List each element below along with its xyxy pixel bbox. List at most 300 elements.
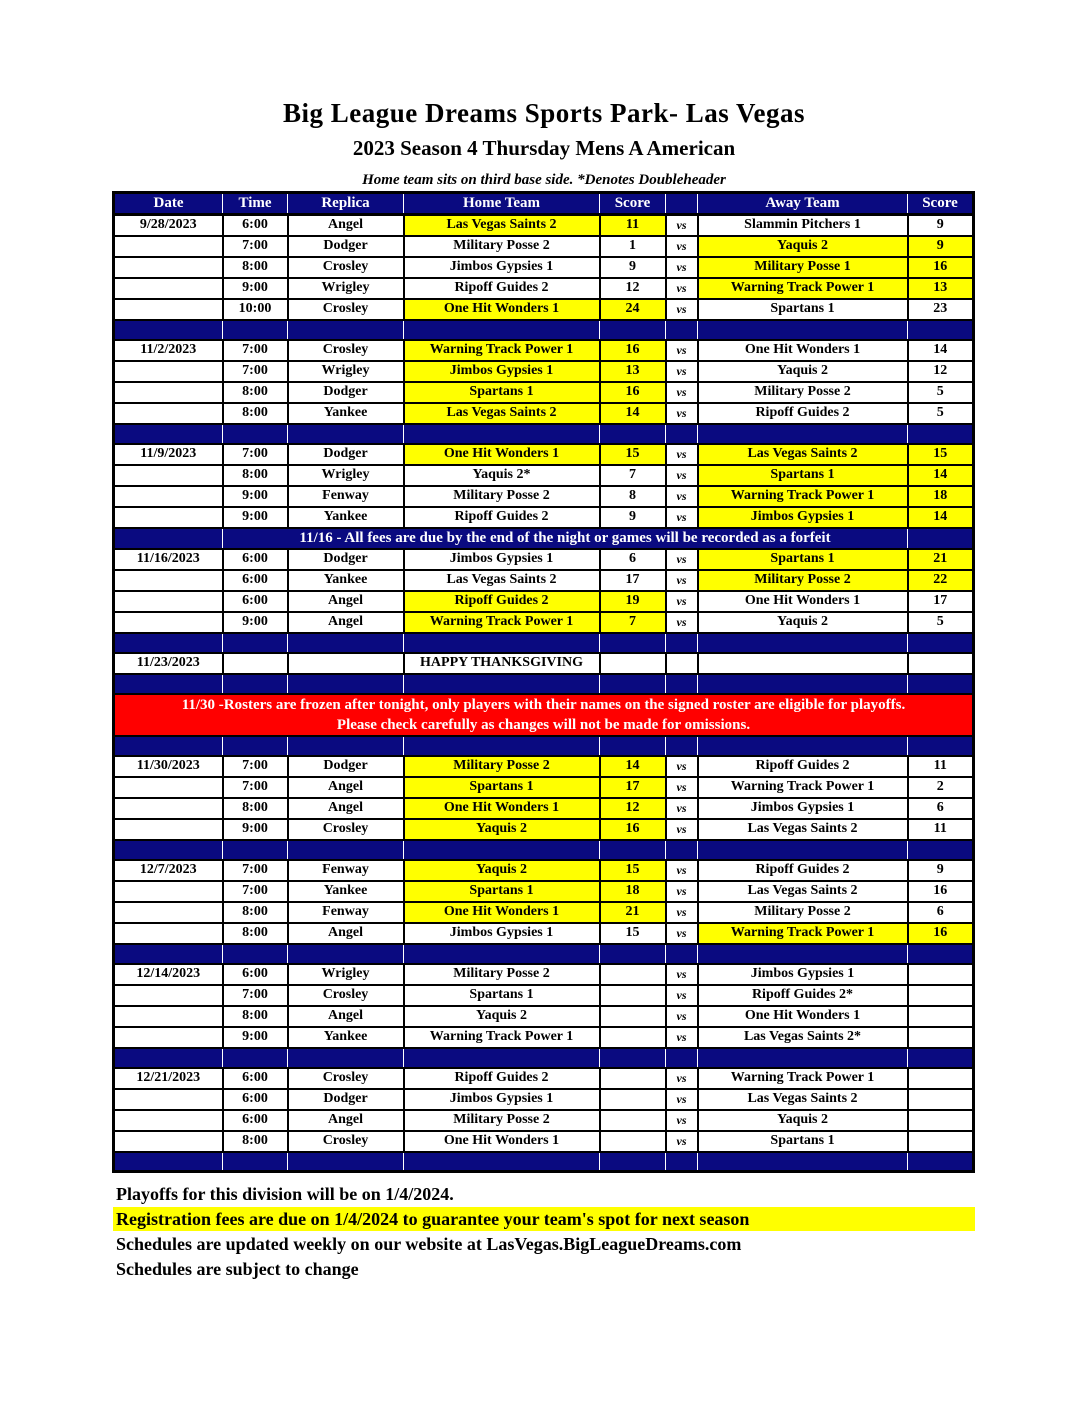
header-home-score: Score bbox=[600, 193, 666, 215]
game-row bbox=[114, 570, 974, 591]
cell-away-score: 5 bbox=[908, 403, 974, 424]
cell-replica: Crosley bbox=[288, 299, 404, 320]
separator-cell bbox=[288, 736, 404, 756]
cell-vs: vs bbox=[666, 881, 698, 902]
cell-home-score: 15 bbox=[600, 444, 666, 465]
cell-away-team: Yaquis 2 bbox=[698, 236, 908, 257]
cell-home-score bbox=[600, 1089, 666, 1110]
cell-home-score: 13 bbox=[600, 361, 666, 382]
cell-away-score: 17 bbox=[908, 591, 974, 612]
cell-away-team: Warning Track Power 1 bbox=[698, 486, 908, 507]
cell-away-score bbox=[908, 1068, 974, 1089]
cell-date bbox=[114, 382, 223, 403]
cell-replica: Dodger bbox=[288, 236, 404, 257]
cell-away-score bbox=[908, 1089, 974, 1110]
separator-cell bbox=[114, 320, 223, 340]
game-row bbox=[114, 1110, 974, 1131]
cell-away-team: Ripoff Guides 2* bbox=[698, 985, 908, 1006]
cell-home-team: Yaquis 2* bbox=[404, 465, 600, 486]
cell-replica: Angel bbox=[288, 612, 404, 633]
cell-away-team: Yaquis 2 bbox=[698, 612, 908, 633]
cell-vs: vs bbox=[666, 403, 698, 424]
cell-date: 11/9/2023 bbox=[114, 444, 223, 465]
cell-time: 7:00 bbox=[223, 340, 288, 361]
separator-cell bbox=[223, 633, 288, 653]
cell-replica: Dodger bbox=[288, 1089, 404, 1110]
separator-cell bbox=[114, 840, 223, 860]
cell-vs: vs bbox=[666, 860, 698, 881]
cell-home-score: 11 bbox=[600, 215, 666, 236]
separator-cell bbox=[600, 1048, 666, 1068]
cell-home-score: 18 bbox=[600, 881, 666, 902]
separator-cell bbox=[698, 1048, 908, 1068]
cell-away-team: Warning Track Power 1 bbox=[698, 923, 908, 944]
cell-vs: vs bbox=[666, 902, 698, 923]
cell-home-team: One Hit Wonders 1 bbox=[404, 1131, 600, 1152]
home-team-note: Home team sits on third base side. *Denotes Doubleheader bbox=[362, 172, 726, 188]
cell-vs: vs bbox=[666, 612, 698, 633]
cell-time: 9:00 bbox=[223, 819, 288, 840]
cell-time: 8:00 bbox=[223, 1006, 288, 1027]
cell-home-score: 16 bbox=[600, 340, 666, 361]
cell-away-score: 21 bbox=[908, 549, 974, 570]
cell-date bbox=[114, 1006, 223, 1027]
cell-away-team: Las Vegas Saints 2* bbox=[698, 1027, 908, 1048]
separator-cell bbox=[908, 424, 974, 444]
cell-date bbox=[114, 985, 223, 1006]
separator-cell bbox=[908, 320, 974, 340]
game-row bbox=[114, 612, 974, 633]
separator-cell bbox=[288, 840, 404, 860]
footer-playoffs-note: Playoffs for this division will be on 1/4/2024. bbox=[116, 1184, 454, 1204]
cell-home-team: Jimbos Gypsies 1 bbox=[404, 923, 600, 944]
game-row bbox=[114, 215, 974, 236]
cell-home-team: Ripoff Guides 2 bbox=[404, 278, 600, 299]
separator-cell bbox=[908, 840, 974, 860]
separator-cell bbox=[600, 633, 666, 653]
cell-away-score: 14 bbox=[908, 465, 974, 486]
cell-time: 6:00 bbox=[223, 591, 288, 612]
cell-date bbox=[114, 1027, 223, 1048]
page-title: Big League Dreams Sports Park- Las Vegas bbox=[282, 98, 806, 128]
header-vs bbox=[666, 193, 698, 215]
cell-home-score: 15 bbox=[600, 923, 666, 944]
cell-away-score: 14 bbox=[908, 340, 974, 361]
cell-replica: Crosley bbox=[288, 1131, 404, 1152]
cell-home-score bbox=[600, 1006, 666, 1027]
separator-cell bbox=[908, 674, 974, 694]
game-row bbox=[114, 486, 974, 507]
cell-home-score: 16 bbox=[600, 819, 666, 840]
cell-time: 8:00 bbox=[223, 382, 288, 403]
separator-cell bbox=[600, 320, 666, 340]
cell-home-team: Yaquis 2 bbox=[404, 1006, 600, 1027]
cell-away-team: One Hit Wonders 1 bbox=[698, 591, 908, 612]
cell-vs: vs bbox=[666, 923, 698, 944]
game-row bbox=[114, 299, 974, 320]
cell-replica: Angel bbox=[288, 1006, 404, 1027]
separator-row bbox=[114, 1048, 974, 1068]
cell-vs: vs bbox=[666, 278, 698, 299]
cell-date bbox=[114, 403, 223, 424]
cell-date: 12/21/2023 bbox=[114, 1068, 223, 1089]
separator-cell bbox=[666, 674, 698, 694]
cell-date bbox=[114, 591, 223, 612]
footer-website-note: Schedules are updated weekly on our website at LasVegas.BigLeagueDreams.com bbox=[116, 1234, 742, 1254]
cell-replica: Yankee bbox=[288, 570, 404, 591]
cell-date bbox=[114, 612, 223, 633]
cell-home-team: Spartans 1 bbox=[404, 777, 600, 798]
game-row bbox=[114, 465, 974, 486]
separator-cell bbox=[404, 840, 600, 860]
cell-vs: vs bbox=[666, 549, 698, 570]
game-row bbox=[114, 382, 974, 403]
cell-away-team: Spartans 1 bbox=[698, 1131, 908, 1152]
separator-cell bbox=[698, 633, 908, 653]
cell-home-team: Jimbos Gypsies 1 bbox=[404, 361, 600, 382]
cell-time: 9:00 bbox=[223, 486, 288, 507]
banner-text bbox=[114, 694, 974, 736]
cell-date bbox=[114, 798, 223, 819]
cell-home-score: 14 bbox=[600, 756, 666, 777]
cell-replica: Yankee bbox=[288, 881, 404, 902]
cell-away-team: Ripoff Guides 2 bbox=[698, 860, 908, 881]
cell-home-score: 7 bbox=[600, 465, 666, 486]
footer-registration-note: Registration fees are due on 1/4/2024 to guarantee your team's spot for next season bbox=[113, 1207, 975, 1231]
cell-away-team: Jimbos Gypsies 1 bbox=[698, 964, 908, 985]
cell-away-team: Military Posse 2 bbox=[698, 382, 908, 403]
cell-replica: Wrigley bbox=[288, 964, 404, 985]
cell-home-team: Ripoff Guides 2 bbox=[404, 507, 600, 528]
separator-cell bbox=[288, 1048, 404, 1068]
cell-vs: vs bbox=[666, 444, 698, 465]
cell-away-score: 5 bbox=[908, 382, 974, 403]
header-replica: Replica bbox=[288, 193, 404, 215]
cell-away-team: Spartans 1 bbox=[698, 549, 908, 570]
schedule-table bbox=[112, 191, 975, 1173]
game-row bbox=[114, 507, 974, 528]
header-time: Time bbox=[223, 193, 288, 215]
cell-replica: Yankee bbox=[288, 1027, 404, 1048]
separator-cell bbox=[404, 944, 600, 964]
cell-replica: Crosley bbox=[288, 1068, 404, 1089]
cell-away-score: 16 bbox=[908, 923, 974, 944]
banner-row bbox=[114, 694, 974, 736]
cell-home-score bbox=[600, 1068, 666, 1089]
cell-date: 11/23/2023 bbox=[114, 653, 223, 674]
table-header-row bbox=[114, 193, 974, 215]
separator-cell bbox=[666, 424, 698, 444]
header-home-team: Home Team bbox=[404, 193, 600, 215]
header-date: Date bbox=[114, 193, 223, 215]
cell-home-score: 1 bbox=[600, 236, 666, 257]
cell-time: 7:00 bbox=[223, 881, 288, 902]
cell-vs: vs bbox=[666, 465, 698, 486]
footer-change-note: Schedules are subject to change bbox=[116, 1259, 359, 1279]
footer-notes bbox=[113, 1182, 975, 1282]
game-row bbox=[114, 236, 974, 257]
cell-time: 6:00 bbox=[223, 1110, 288, 1131]
cell-replica: Fenway bbox=[288, 902, 404, 923]
cell-time: 8:00 bbox=[223, 403, 288, 424]
game-row bbox=[114, 860, 974, 881]
separator-row bbox=[114, 424, 974, 444]
cell-home-team: One Hit Wonders 1 bbox=[404, 902, 600, 923]
cell-away-team: Jimbos Gypsies 1 bbox=[698, 798, 908, 819]
header-away-score: Score bbox=[908, 193, 974, 215]
cell-away-team: Warning Track Power 1 bbox=[698, 278, 908, 299]
cell-away-team: Las Vegas Saints 2 bbox=[698, 819, 908, 840]
cell-away-team: Las Vegas Saints 2 bbox=[698, 444, 908, 465]
cell-replica: Crosley bbox=[288, 819, 404, 840]
cell-time: 7:00 bbox=[223, 444, 288, 465]
cell-time: 10:00 bbox=[223, 299, 288, 320]
cell-home-score: 12 bbox=[600, 798, 666, 819]
separator-row bbox=[114, 633, 974, 653]
cell-home-score: 21 bbox=[600, 902, 666, 923]
game-row bbox=[114, 902, 974, 923]
separator-cell bbox=[698, 840, 908, 860]
cell-date: 12/14/2023 bbox=[114, 964, 223, 985]
cell-home-team: Warning Track Power 1 bbox=[404, 1027, 600, 1048]
cell-date bbox=[114, 1110, 223, 1131]
cell-away-score bbox=[908, 985, 974, 1006]
cell-date bbox=[114, 923, 223, 944]
cell-home-score: 12 bbox=[600, 278, 666, 299]
cell-away-score: 11 bbox=[908, 819, 974, 840]
cell-message: HAPPY THANKSGIVING bbox=[404, 653, 600, 674]
cell-date bbox=[114, 1089, 223, 1110]
cell-date bbox=[114, 902, 223, 923]
separator-cell bbox=[698, 424, 908, 444]
cell-vs: vs bbox=[666, 1131, 698, 1152]
separator-row bbox=[114, 674, 974, 694]
season-subtitle: 2023 Season 4 Thursday Mens A American bbox=[352, 136, 736, 160]
cell-away-team: Ripoff Guides 2 bbox=[698, 756, 908, 777]
cell-away-team: Military Posse 1 bbox=[698, 257, 908, 278]
cell-home-team: Jimbos Gypsies 1 bbox=[404, 257, 600, 278]
cell-away-team: Ripoff Guides 2 bbox=[698, 403, 908, 424]
separator-cell bbox=[600, 424, 666, 444]
game-row bbox=[114, 278, 974, 299]
game-row bbox=[114, 923, 974, 944]
cell-away-score: 9 bbox=[908, 860, 974, 881]
separator-cell bbox=[223, 424, 288, 444]
cell-home-team: One Hit Wonders 1 bbox=[404, 798, 600, 819]
cell-away-team bbox=[698, 653, 908, 674]
cell-away-score bbox=[908, 1006, 974, 1027]
cell-date: 11/30/2023 bbox=[114, 756, 223, 777]
cell-home-score: 19 bbox=[600, 591, 666, 612]
cell-away-score: 16 bbox=[908, 257, 974, 278]
cell-time: 6:00 bbox=[223, 1089, 288, 1110]
cell-replica: Angel bbox=[288, 923, 404, 944]
cell-home-score bbox=[600, 964, 666, 985]
cell-time bbox=[223, 653, 288, 674]
separator-cell bbox=[908, 944, 974, 964]
separator-row bbox=[114, 320, 974, 340]
cell-home-score bbox=[600, 1027, 666, 1048]
cell-replica: Angel bbox=[288, 215, 404, 236]
cell-time: 7:00 bbox=[223, 985, 288, 1006]
cell-home-team: Spartans 1 bbox=[404, 382, 600, 403]
cell-time: 9:00 bbox=[223, 612, 288, 633]
cell-vs: vs bbox=[666, 382, 698, 403]
cell-date bbox=[114, 299, 223, 320]
cell-away-team: Warning Track Power 1 bbox=[698, 777, 908, 798]
cell-replica: Yankee bbox=[288, 507, 404, 528]
game-row bbox=[114, 591, 974, 612]
cell-date bbox=[114, 819, 223, 840]
notice-row bbox=[114, 528, 974, 549]
cell-replica: Angel bbox=[288, 1110, 404, 1131]
cell-time: 8:00 bbox=[223, 465, 288, 486]
separator-cell bbox=[600, 1152, 666, 1172]
cell-away-team: Military Posse 2 bbox=[698, 902, 908, 923]
separator-cell bbox=[223, 674, 288, 694]
separator-cell bbox=[698, 1152, 908, 1172]
cell-home-team: Warning Track Power 1 bbox=[404, 612, 600, 633]
cell-away-team: Military Posse 2 bbox=[698, 570, 908, 591]
cell-date: 12/7/2023 bbox=[114, 860, 223, 881]
cell-vs: vs bbox=[666, 507, 698, 528]
cell-vs: vs bbox=[666, 591, 698, 612]
cell-date bbox=[114, 486, 223, 507]
cell-home-team: One Hit Wonders 1 bbox=[404, 444, 600, 465]
game-row bbox=[114, 964, 974, 985]
cell-home-score bbox=[600, 1131, 666, 1152]
separator-row bbox=[114, 1152, 974, 1172]
cell-vs: vs bbox=[666, 1006, 698, 1027]
cell-away-team: Warning Track Power 1 bbox=[698, 1068, 908, 1089]
cell-away-team: Las Vegas Saints 2 bbox=[698, 881, 908, 902]
separator-cell bbox=[288, 320, 404, 340]
banner-line: 11/30 -Rosters are frozen after tonight, only players with their names on the signed roster are eligible for playoffs. bbox=[181, 696, 906, 713]
cell-replica: Fenway bbox=[288, 860, 404, 881]
cell-away-team: Yaquis 2 bbox=[698, 361, 908, 382]
cell-vs: vs bbox=[666, 486, 698, 507]
cell-away-score: 6 bbox=[908, 902, 974, 923]
separator-cell bbox=[908, 736, 974, 756]
cell-time: 6:00 bbox=[223, 964, 288, 985]
separator-cell bbox=[666, 633, 698, 653]
separator-cell bbox=[223, 1152, 288, 1172]
separator-cell bbox=[698, 736, 908, 756]
game-row bbox=[114, 1131, 974, 1152]
page-header bbox=[0, 98, 1088, 189]
notice-text: 11/16 - All fees are due by the end of the night or games will be recorded as a forfeit bbox=[223, 528, 908, 549]
cell-replica: Wrigley bbox=[288, 465, 404, 486]
cell-away-score bbox=[908, 964, 974, 985]
separator-cell bbox=[223, 840, 288, 860]
separator-cell bbox=[114, 1152, 223, 1172]
cell-vs: vs bbox=[666, 964, 698, 985]
separator-cell bbox=[600, 674, 666, 694]
cell-home-team: Military Posse 2 bbox=[404, 236, 600, 257]
separator-cell bbox=[666, 320, 698, 340]
game-row bbox=[114, 1089, 974, 1110]
cell-home-score: 9 bbox=[600, 507, 666, 528]
cell-home-team: Yaquis 2 bbox=[404, 860, 600, 881]
cell-home-score: 7 bbox=[600, 612, 666, 633]
cell-home-score bbox=[600, 985, 666, 1006]
cell-home-team: Yaquis 2 bbox=[404, 819, 600, 840]
game-row bbox=[114, 777, 974, 798]
cell-home-team: Ripoff Guides 2 bbox=[404, 1068, 600, 1089]
cell-away-score: 2 bbox=[908, 777, 974, 798]
cell-home-team: Las Vegas Saints 2 bbox=[404, 403, 600, 424]
separator-row bbox=[114, 840, 974, 860]
cell-home-score: 17 bbox=[600, 777, 666, 798]
cell-away-score: 16 bbox=[908, 881, 974, 902]
separator-cell bbox=[114, 674, 223, 694]
cell-replica: Fenway bbox=[288, 486, 404, 507]
cell-replica: Dodger bbox=[288, 444, 404, 465]
separator-cell bbox=[114, 633, 223, 653]
cell-vs: vs bbox=[666, 985, 698, 1006]
cell-replica: Dodger bbox=[288, 382, 404, 403]
cell-away-score bbox=[908, 528, 974, 549]
cell-away-score: 18 bbox=[908, 486, 974, 507]
separator-cell bbox=[666, 736, 698, 756]
separator-cell bbox=[666, 840, 698, 860]
separator-cell bbox=[288, 1152, 404, 1172]
cell-replica: Dodger bbox=[288, 549, 404, 570]
cell-date: 11/16/2023 bbox=[114, 549, 223, 570]
header-away-team: Away Team bbox=[698, 193, 908, 215]
cell-home-team: Jimbos Gypsies 1 bbox=[404, 549, 600, 570]
cell-away-score: 23 bbox=[908, 299, 974, 320]
game-row bbox=[114, 1006, 974, 1027]
game-row bbox=[114, 549, 974, 570]
cell-date bbox=[114, 507, 223, 528]
separator-cell bbox=[114, 1048, 223, 1068]
separator-cell bbox=[404, 1152, 600, 1172]
cell-time: 9:00 bbox=[223, 278, 288, 299]
separator-cell bbox=[114, 736, 223, 756]
cell-replica: Angel bbox=[288, 777, 404, 798]
game-row bbox=[114, 444, 974, 465]
separator-cell bbox=[404, 424, 600, 444]
cell-home-score: 24 bbox=[600, 299, 666, 320]
cell-home-score: 14 bbox=[600, 403, 666, 424]
game-row bbox=[114, 881, 974, 902]
cell-away-score: 13 bbox=[908, 278, 974, 299]
cell-home-team: Jimbos Gypsies 1 bbox=[404, 1089, 600, 1110]
game-row bbox=[114, 798, 974, 819]
cell-home-score: 17 bbox=[600, 570, 666, 591]
cell-date bbox=[114, 257, 223, 278]
cell-away-score bbox=[908, 1027, 974, 1048]
cell-vs: vs bbox=[666, 798, 698, 819]
separator-cell bbox=[666, 1152, 698, 1172]
game-row bbox=[114, 403, 974, 424]
cell-away-score: 11 bbox=[908, 756, 974, 777]
cell-away-score: 6 bbox=[908, 798, 974, 819]
cell-time: 8:00 bbox=[223, 923, 288, 944]
cell-away-team: Slammin Pitchers 1 bbox=[698, 215, 908, 236]
cell-date bbox=[114, 570, 223, 591]
separator-row bbox=[114, 944, 974, 964]
cell-date: 11/2/2023 bbox=[114, 340, 223, 361]
cell-date bbox=[114, 278, 223, 299]
separator-cell bbox=[288, 633, 404, 653]
cell-vs bbox=[666, 653, 698, 674]
cell-time: 8:00 bbox=[223, 902, 288, 923]
separator-cell bbox=[404, 736, 600, 756]
cell-away-team: Las Vegas Saints 2 bbox=[698, 1089, 908, 1110]
cell-away-score bbox=[908, 1131, 974, 1152]
